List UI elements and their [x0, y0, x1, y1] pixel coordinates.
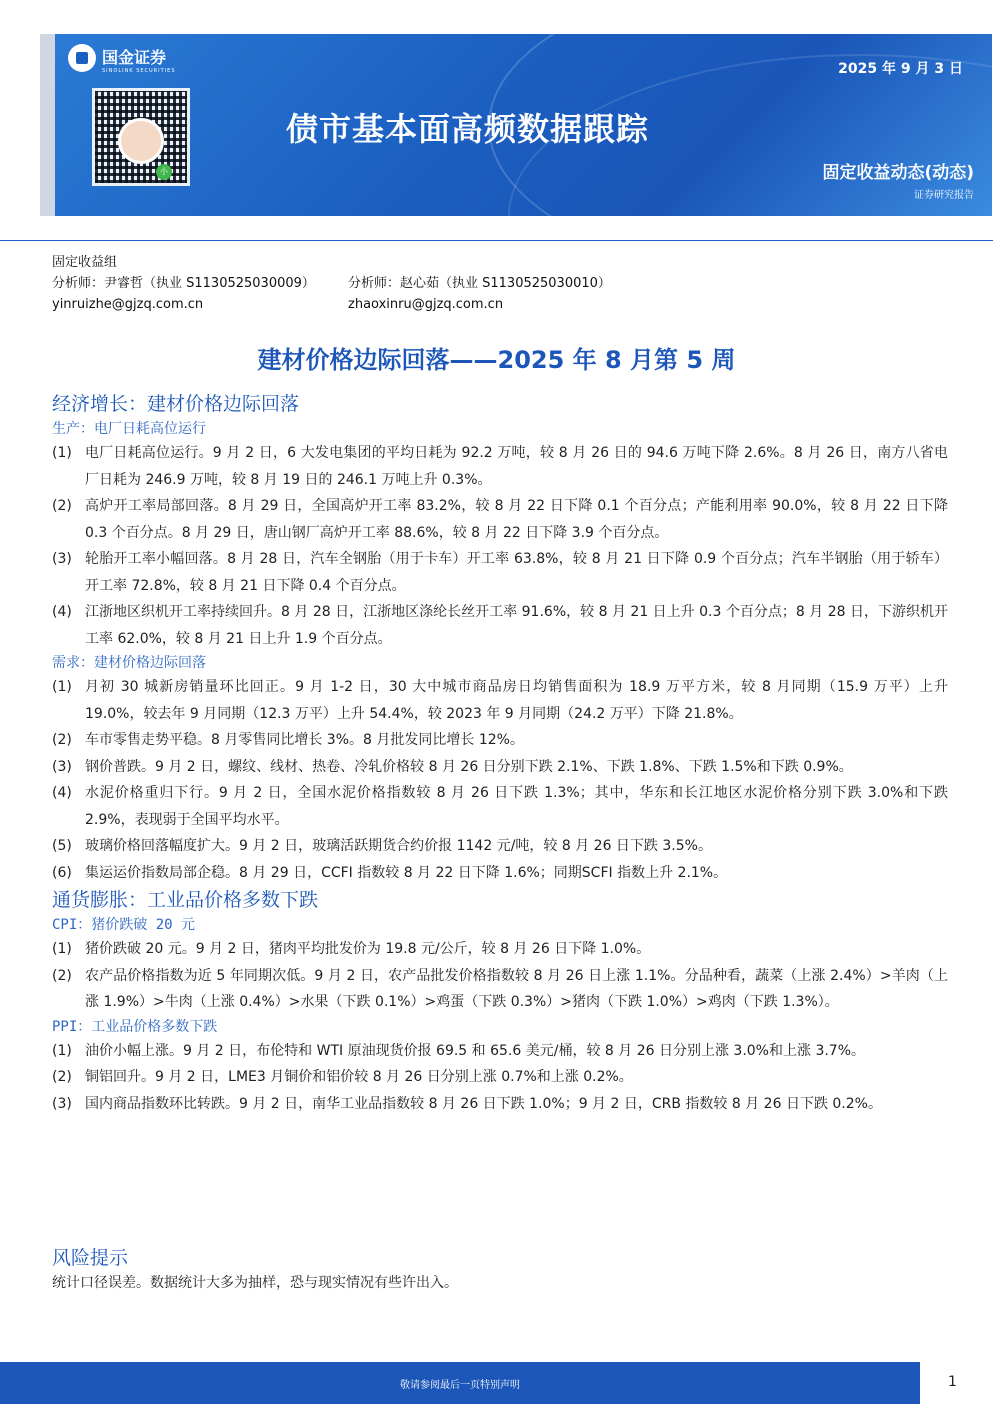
subsection-heading-demand: 需求：建材价格边际回落 — [52, 655, 206, 671]
document-title: 建材价格边际回落——2025 年 8 月第 5 周 — [257, 346, 736, 374]
logo-mark-icon — [68, 44, 96, 72]
report-category: 固定收益动态(动态) — [822, 163, 974, 183]
list-item — [52, 780, 948, 833]
item-text: 铜铝回升。9 月 2 日，LME3 月铜价和铝价较 8 月 26 日分别上涨 0.7%和上涨 0.2%。 — [85, 1069, 633, 1085]
group-name: 固定收益组 — [52, 255, 118, 270]
section-heading-growth: 经济增长：建材价格边际回落 — [52, 393, 300, 415]
divider — [0, 240, 993, 241]
list-item — [52, 599, 948, 652]
item-number: (6) — [52, 864, 72, 881]
item-number: (4) — [52, 604, 72, 620]
item-number: (5) — [52, 838, 72, 854]
item-text: 车市零售走势平稳。8 月零售同比增长 3%。8 月批发同比增长 12%。 — [85, 732, 524, 748]
list-item — [52, 860, 948, 887]
item-text: 猪价跌破 20 元。9 月 2 日，猪肉平均批发价为 19.8 元/公斤，较 8 月 26 日下降 1.0%。 — [85, 941, 651, 957]
report-series-title: 债市基本面高频数据跟踪 — [286, 110, 650, 148]
list-item — [52, 546, 948, 599]
item-number: (1) — [52, 941, 72, 957]
item-number: (1) — [52, 1042, 72, 1059]
company-logo — [68, 44, 176, 74]
risk-text: 统计口径误差。数据统计大多为抽样，恐与现实情况有些许出入。 — [52, 1275, 458, 1291]
item-number: (2) — [52, 732, 72, 748]
list-item — [52, 493, 948, 546]
analyst-2-email[interactable]: zhaoxinru@gjzq.com.cn — [348, 297, 504, 312]
item-text: 江浙地区织机开工率持续回升。8 月 28 日，江浙地区涤纶长丝开工率 91.6%，较 8 月 21 日上升 0.3 个百分点；8 月 28 日，下游织机开工率 62.0%，较 8 月 21 日上升 1.9 个百分点。 — [85, 604, 948, 647]
analyst-1: 分析师：尹睿哲（执业 S1130525030009） — [52, 276, 315, 291]
list-item — [52, 674, 948, 727]
analyst-1-email[interactable]: yinruizhe@gjzq.com.cn — [52, 297, 204, 312]
page-number: 1 — [948, 1374, 957, 1390]
item-text: 电厂日耗高位运行。9 月 2 日，6 大发电集团的平均日耗为 92.2 万吨，较 8 月 26 日的 94.6 万吨下降 2.6%。8 月 26 日，南方八省电厂日耗为 246.9 万吨，较 8 月 19 日的 246.1 万吨上升 0.3%。 — [85, 445, 948, 488]
item-text: 月初 30 城新房销量环比回正。9 月 1-2 日，30 大中城市商品房日均销售面积为 18.9 万平方米，较 8 月同期（15.9 万平）上升 19.0%，较去年 9 月同期（12.3 万平）上升 54.4%，较 2023 年 9 月同期（24.2 万平）下降 21.8%。 — [85, 679, 948, 722]
item-number: (1) — [52, 679, 72, 695]
analyst-info — [52, 252, 611, 315]
item-text: 国内商品指数环比转跌。9 月 2 日，南华工业品指数较 8 月 26 日下跌 1.0%；9 月 2 日，CRB 指数较 8 月 26 日下跌 0.2%。 — [85, 1095, 882, 1112]
item-text: 油价小幅上涨。9 月 2 日，布伦特和 WTI 原油现货价报 69.5 和 65.6 美元/桶，较 8 月 26 日分别上涨 3.0%和上涨 3.7%。 — [85, 1042, 866, 1059]
ppi-list — [52, 1038, 948, 1118]
list-item — [52, 440, 948, 493]
item-number: (2) — [52, 967, 72, 984]
list-item — [52, 1091, 948, 1118]
item-text: 水泥价格重归下行。9 月 2 日，全国水泥价格指数较 8 月 26 日下跌 1.3%；其中，华东和长江地区水泥价格分别下跌 3.0%和下跌 2.9%，表现弱于全国平均水平。 — [85, 785, 948, 828]
item-text: 钢价普跌。9 月 2 日，螺纹、线材、热卷、冷轧价格较 8 月 26 日分别下跌 2.1%、下跌 1.8%、下跌 1.5%和下跌 0.9%。 — [85, 758, 853, 775]
report-date: 2025 年 9 月 3 日 — [838, 61, 963, 77]
list-item — [52, 1064, 948, 1091]
banner-shade — [40, 34, 55, 216]
cpi-list — [52, 936, 948, 1016]
item-number: (2) — [52, 1069, 72, 1085]
item-number: (2) — [52, 498, 72, 514]
demand-list — [52, 674, 948, 886]
list-item — [52, 833, 948, 860]
item-number: (3) — [52, 1095, 72, 1112]
subsection-heading-ppi: PPI：工业品价格多数下跌 — [52, 1018, 218, 1035]
item-number: (3) — [52, 551, 72, 567]
qr-avatar — [118, 118, 164, 164]
subsection-heading-production: 生产：电厂日耗高位运行 — [52, 421, 206, 437]
section-heading-risk: 风险提示 — [52, 1247, 129, 1269]
logo-subtitle: SINOLINK SECURITIES — [102, 68, 176, 74]
item-text: 农产品价格指数为近 5 年同期次低。9 月 2 日，农产品批发价格指数较 8 月 26 日上涨 1.1%。分品种看，蔬菜（上涨 2.4%）>羊肉（上涨 1.9%）>牛肉（上涨 0.4%）>水果（下跌 0.1%）>鸡蛋（下跌 0.3%）>猪肉（下跌 1.0%）>鸡肉（下跌 1.3%）。 — [85, 967, 948, 1010]
list-item — [52, 754, 948, 781]
report-type: 证券研究报告 — [914, 190, 974, 201]
footer-notice: 敬请参阅最后一页特别声明 — [400, 1380, 520, 1391]
item-number: (4) — [52, 785, 72, 801]
production-list — [52, 440, 948, 652]
list-item — [52, 963, 948, 1016]
item-text: 集运运价指数局部企稳。8 月 29 日，CCFI 指数较 8 月 22 日下降 1.6%；同期SCFI 指数上升 2.1%。 — [85, 864, 728, 881]
list-item — [52, 936, 948, 963]
report-body — [52, 390, 948, 1117]
section-heading-inflation: 通货膨胀：工业品价格多数下跌 — [52, 889, 319, 911]
logo-text: 国金证券 — [102, 48, 167, 67]
item-text: 轮胎开工率小幅回落。8 月 28 日，汽车全钢胎（用于卡车）开工率 63.8%，较 8 月 21 日下降 0.9 个百分点；汽车半钢胎（用于轿车）开工率 72.8%，较 8 月 21 日下降 0.4 个百分点。 — [85, 551, 948, 594]
analyst-2: 分析师：赵心茹（执业 S1130525030010） — [348, 276, 611, 291]
subsection-heading-cpi: CPI：猪价跌破 20 元 — [52, 917, 196, 933]
list-item — [52, 1038, 948, 1065]
item-number: (3) — [52, 758, 72, 775]
item-number: (1) — [52, 445, 72, 461]
list-item — [52, 727, 948, 754]
footer-bar — [0, 1362, 920, 1404]
mini-program-badge-icon: 小 — [156, 164, 172, 180]
item-text: 玻璃价格回落幅度扩大。9 月 2 日，玻璃活跃期货合约价报 1142 元/吨，较 8 月 26 日下跌 3.5%。 — [85, 838, 712, 854]
item-text: 高炉开工率局部回落。8 月 29 日，全国高炉开工率 83.2%，较 8 月 22 日下降 0.1 个百分点；产能利用率 90.0%，较 8 月 22 日下降 0.3 个百分点。8 月 29 日，唐山钢厂高炉开工率 88.6%，较 8 月 22 日下降 3.9 个百分点。 — [85, 498, 948, 541]
